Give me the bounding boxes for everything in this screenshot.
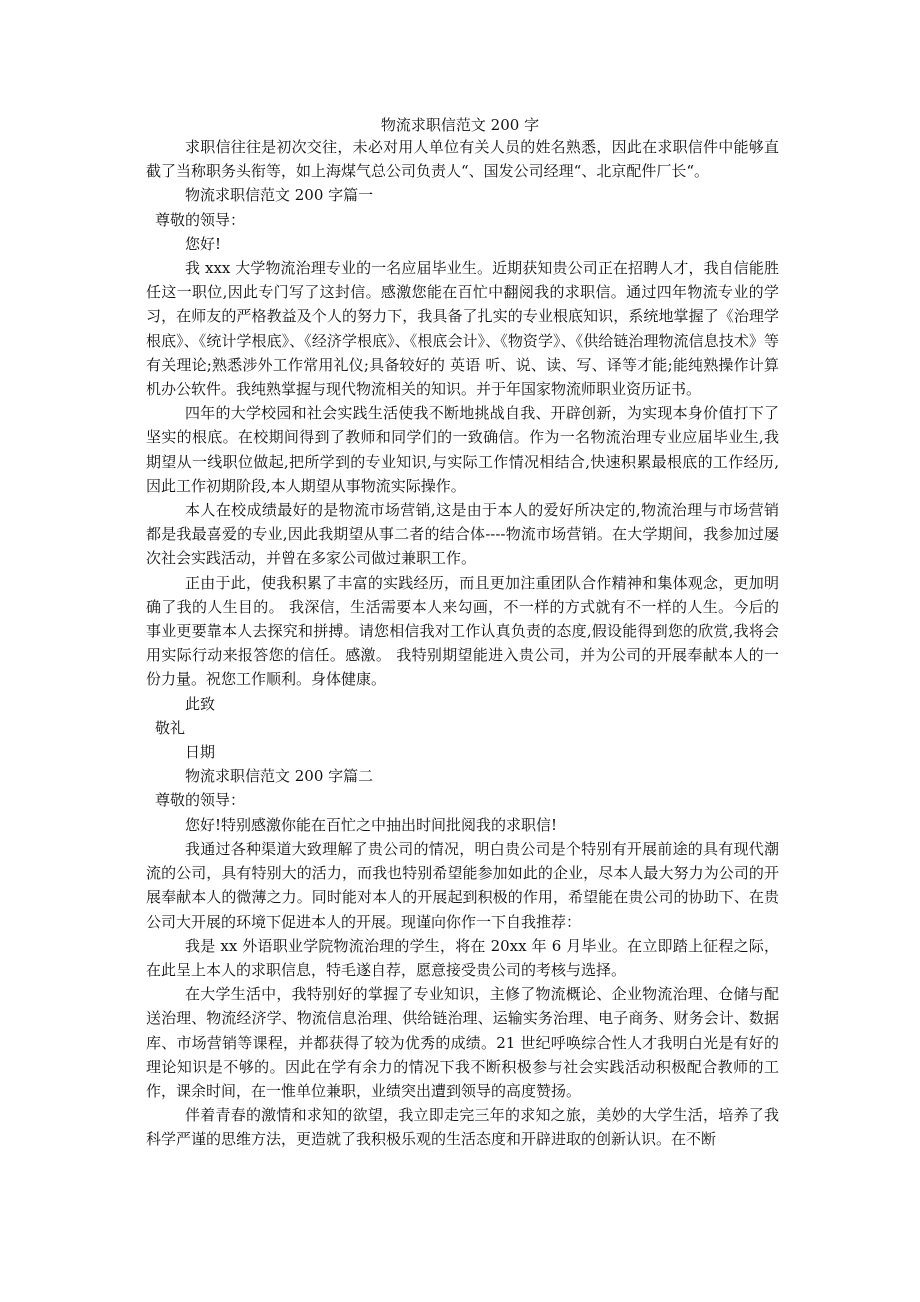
body-paragraph: 本人在校成绩最好的是物流市场营销,这是由于本人的爱好所决定的,物流治理与市场营销都是我最喜爱的专业,因此我期望从事二者的结合体----物流市场营销。在大学期间，我参加过屡次社会实践活动，并曾在多家公司做过兼职工作。 (146, 501, 779, 568)
body-paragraph: 四年的大学校园和社会实践生活使我不断地挑战自我、开辟创新，为实现本身价值打下了坚实的根底。在校期间得到了教师和同学们的一致确信。作为一名物流治理专业应届毕业生,我期望从一线职位做起,把所学到的专业知识,与实际工作情况相结合,快速积累最根底的工作经历,因此工作初期阶段,本人期望从事物流实际操作。 (146, 404, 779, 495)
intro-paragraph: 求职信往往是初次交往，未必对用人单位有关人员的姓名熟悉，因此在求职信件中能够直截了当称职务头衔等，如上海煤气总公司负责人“、国发公司经理“、北京配件厂长“。 (146, 138, 779, 181)
body-paragraph: 在大学生活中，我特别好的掌握了专业知识，主修了物流概论、企业物流治理、仓储与配送治理、物流经济学、物流信息治理、供给链治理、运输实务治理、电子商务、财务会计、数据库、市场营销等课程，并都获得了较为优秀的成绩。21 世纪呼唤综合性人才我明白光是有好的理论知识是不够的。因此在学有余力的情况下我不断积极参与社会实践活动积极配合教师的工作，课余时间，在一惟单位兼职，业绩突出遭到领导的高度赞扬。 (146, 985, 779, 1100)
body-paragraph: 正由于此，使我积累了丰富的实践经历，而且更加注重团队合作精神和集体观念，更加明确了我的人生目的。 我深信，生活需要本人来勾画，不一样的方式就有不一样的人生。今后的事业更要靠本人去探究和拼搏。请您相信我对工作认真负责的态度,假设能得到您的欣赏,我将会用实际行动来报答您的信任。感激。 我特别期望能进入贵公司，并为公司的开展奉献本人的一份力量。祝您工作顺利。身体健康。 (146, 573, 779, 689)
date-line: 日期 (185, 743, 216, 762)
body-paragraph: 我通过各种渠道大致理解了贵公司的情况，明白贵公司是个特别有开展前途的具有现代潮流的公司，具有特别大的活力，而我也特别希望能参加如此的企业，尽本人最大努力为公司的开展奉献本人的微薄之力。同时能对本人的开展起到积极的作用，希望能在贵公司的协助下、在贵公司大开展的环境下促进本人的开展。现谨向你作一下自我推荐： (146, 839, 779, 931)
closing-respect: 敬礼 (155, 718, 186, 737)
greeting-1: 您好! (185, 234, 222, 253)
closing-line: 此致 (185, 694, 216, 713)
document-title: 物流求职信范文 200 字 (380, 116, 540, 134)
document-body (146, 135, 779, 1152)
salutation-2: 尊敬的领导： (155, 791, 246, 810)
body-paragraph: 我 xxx 大学物流治理专业的一名应届毕业生。近期获知贵公司正在招聘人才，我自信能胜任这一职位,因此专门写了这封信。感激您能在百忙中翻阅我的求职信。通过四年物流专业的学习，在师友的严格教益及个人的努力下，我具备了扎实的专业根底知识，系统地掌握了《治理学根底》、《统计学根底》、《经济学根底》、《根底会计》、《物资学》、《供给链治理物流信息技术》等有关理论;熟悉涉外工作常用礼仪;具备较好的 英语 听、说、读、写、译等才能;能纯熟操作计算机办公软件。我纯熟掌握与现代物流相关的知识。并于年国家物流师职业资历证书。 (146, 259, 779, 399)
section-heading-1: 物流求职信范文 200 字篇一 (185, 186, 374, 205)
salutation-1: 尊敬的领导： (155, 210, 246, 229)
body-paragraph: 伴着青春的激情和求知的欲望，我立即走完三年的求知之旅，美妙的大学生活，培养了我科学严谨的思维方法，更造就了我积极乐观的生活态度和开辟进取的创新认识。在不断 (146, 1106, 779, 1149)
greeting-2: 您好!特别感激你能在百忙之中抽出时间批阅我的求职信! (185, 815, 558, 834)
section-heading-2: 物流求职信范文 200 字篇二 (185, 767, 374, 786)
body-paragraph: 我是 xx 外语职业学院物流治理的学生，将在 20xx 年 6 月毕业。在立即踏上征程之际，在此呈上本人的求职信息，特毛遂自荐，愿意接受贵公司的考核与选择。 (146, 936, 779, 979)
